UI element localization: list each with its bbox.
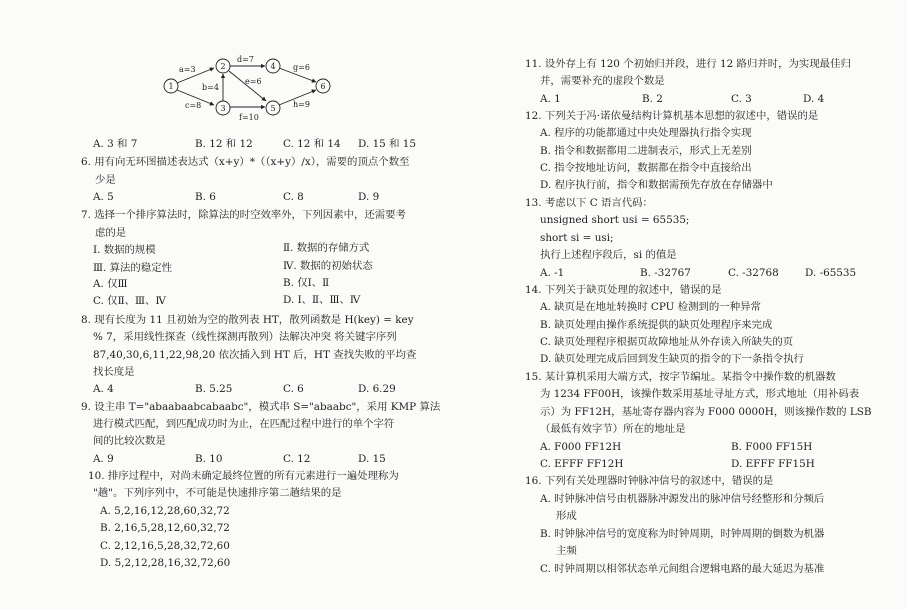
question-text: 14. 下列关于缺页处理的叙述中，错误的是 (525, 284, 722, 296)
list-item: Ⅳ. 数据的初始状态 (283, 260, 373, 272)
question-text: 16. 下列有关处理器时钟脉冲信号的叙述中，错误的是 (525, 475, 774, 487)
edge-label: d=7 (237, 55, 254, 64)
option: B. 12 和 12 (195, 138, 253, 150)
question-text: 15. 某计算机采用大端方式，按字节编址。某指令中操作数的机器数 (525, 371, 836, 383)
option: B. 6 (195, 191, 216, 203)
node-label: 1 (168, 82, 174, 91)
option: B. 缺页处理由操作系统提供的缺页处理程序来完成 (540, 319, 773, 331)
node-label: 4 (270, 62, 276, 71)
question-text: 示）为 FF12H，基址寄存器内容为 F000 0000H，则该操作数的 LSB (540, 406, 872, 418)
edge-2-5 (229, 71, 266, 101)
option: D. 4 (803, 93, 825, 105)
option: C. 指令按地址访问，数据都在指令中直接给出 (540, 162, 752, 174)
node-label: 3 (220, 104, 226, 113)
edge-label: e=6 (245, 77, 262, 86)
node-label: 6 (320, 82, 326, 91)
question-text: "趟"。下列序列中，不可能是快速排序第二趟结果的是 (93, 487, 342, 499)
option: A. 时钟脉冲信号由机器脉冲源发出的脉冲信号经整形和分频后 (540, 493, 825, 505)
question-text: 为 1234 FF00H，该操作数采用基址寻址方式，形式地址（用补码表 (540, 388, 860, 400)
question-text: 找长度是 (93, 366, 135, 378)
code-line: short si = usi; (540, 232, 614, 244)
option: D. 5,2,12,28,16,32,72,60 (100, 557, 231, 569)
option: B. 时钟脉冲信号的宽度称为时钟周期，时钟周期的倒数为机器 (540, 528, 825, 540)
edge-label: f=10 (239, 113, 259, 122)
question-text: 6. 用有向无环图描述表达式（x+y）*（（x+y）/x），需要的顶点个数至 (81, 156, 410, 168)
option: C. 仅Ⅱ、Ⅲ、Ⅳ (93, 295, 166, 307)
option: A. 5,2,16,12,28,60,32,72 (100, 505, 230, 517)
option: D. EFFF FF15H (731, 458, 815, 470)
question-text: 12. 下列关于冯·诺依曼结构计算机基本思想的叙述中，错误的是 (525, 110, 819, 122)
list-item: Ⅰ. 数据的规模 (93, 244, 156, 256)
edge-label: a=3 (179, 65, 196, 74)
option: A. 3 和 7 (93, 138, 138, 150)
option: D. Ⅰ、Ⅱ、Ⅲ、Ⅳ (283, 294, 361, 306)
option: A. F000 FF12H (540, 441, 622, 453)
option: B. 2 (642, 93, 663, 105)
option: D. 15 (358, 453, 386, 465)
option: C. EFFF FF12H (540, 458, 624, 470)
code-line: unsigned short usi = 65535; (540, 214, 690, 226)
option: C. 12 (283, 453, 311, 465)
list-item: Ⅱ. 数据的存储方式 (283, 242, 370, 254)
option: B. 指令和数据都用二进制表示，形式上无差别 (540, 145, 752, 157)
aoe-network-diagram (155, 52, 345, 132)
option: A. 9 (93, 453, 114, 465)
option: A. 缺页是在地址转换时 CPU 检测到的一种异常 (540, 301, 761, 313)
option: C. 12 和 14 (283, 138, 341, 150)
option: A. 仅Ⅲ (93, 278, 128, 290)
option: C. -32768 (728, 267, 779, 279)
edge-label: c=8 (185, 101, 202, 110)
option: A. 1 (540, 93, 561, 105)
question-text: 并，需要补充的虚段个数是 (540, 75, 665, 87)
edge-label: g=6 (293, 63, 310, 72)
option: C. 缺页处理程序根据页故障地址从外存读入所缺失的页 (540, 336, 794, 348)
question-text: 11. 设外存上有 120 个初始归并段，进行 12 路归并时，为实现最佳归 (525, 58, 851, 70)
list-item: Ⅲ. 算法的稳定性 (93, 262, 172, 274)
option: C. 2,12,16,5,28,32,72,60 (100, 540, 230, 552)
node-label: 2 (220, 62, 226, 71)
option: D. -65535 (805, 267, 857, 279)
option: B. 5.25 (195, 383, 233, 395)
option: D. 15 和 15 (358, 138, 417, 150)
option: B. 2,16,5,28,12,60,32,72 (100, 522, 230, 534)
option: B. F000 FF15H (731, 441, 813, 453)
question-text: 7. 选择一个排序算法时，除算法的时空效率外，下列因素中，还需要考 (81, 209, 406, 221)
option: B. 仅Ⅰ、Ⅱ (283, 277, 330, 289)
question-text: 进行模式匹配，到匹配成功时为止，在匹配过程中进行的单个字符 (93, 418, 395, 430)
option: 主频 (556, 545, 577, 557)
edge-label: b=4 (202, 83, 219, 92)
question-text: 执行上述程序段后，si 的值是 (540, 249, 677, 261)
question-text: （最低有效字节）所在的地址是 (540, 423, 686, 435)
option: D. 缺页处理完成后回到发生缺页的指令的下一条指令执行 (540, 353, 804, 365)
option: A. 程序的功能都通过中央处理器执行指令实现 (540, 127, 752, 139)
node-label: 5 (270, 104, 276, 113)
option: A. -1 (540, 267, 565, 279)
question-text: 间的比较次数是 (93, 435, 166, 447)
option: C. 3 (731, 93, 752, 105)
option: D. 9 (358, 191, 380, 203)
question-text: % 7，采用线性探查（线性探测再散列）法解决冲突 将关键字序列 (93, 331, 397, 343)
option: A. 4 (93, 383, 114, 395)
option: D. 程序执行前，指令和数据需预先存放在存储器中 (540, 179, 773, 191)
option: 形成 (556, 510, 577, 522)
edge-label: h=9 (293, 100, 310, 109)
question-text: 虑的是 (95, 227, 127, 239)
option: D. 6.29 (358, 383, 396, 395)
option: C. 6 (283, 383, 304, 395)
option: C. 8 (283, 191, 304, 203)
option: B. -32767 (640, 267, 691, 279)
question-text: 13. 考虑以下 C 语言代码： (525, 197, 653, 209)
question-text: 8. 现有长度为 11 且初始为空的散列表 HT，散列函数是 H(key) = key (81, 314, 414, 326)
question-text: 87,40,30,6,11,22,98,20 依次插入到 HT 后，HT 查找失败的平均查 (93, 349, 417, 361)
option: B. 10 (195, 453, 223, 465)
question-text: 少是 (95, 174, 116, 186)
option: A. 5 (93, 191, 114, 203)
question-text: 10. 排序过程中，对尚未确定最终位置的所有元素进行一遍处理称为 (88, 470, 399, 482)
option: C. 时钟周期以相邻状态单元间组合逻辑电路的最大延迟为基准 (540, 563, 825, 575)
question-text: 9. 设主串 T="abaabaabcabaabc"，模式串 S="abaabc"，采用 KMP 算法 (81, 401, 441, 413)
